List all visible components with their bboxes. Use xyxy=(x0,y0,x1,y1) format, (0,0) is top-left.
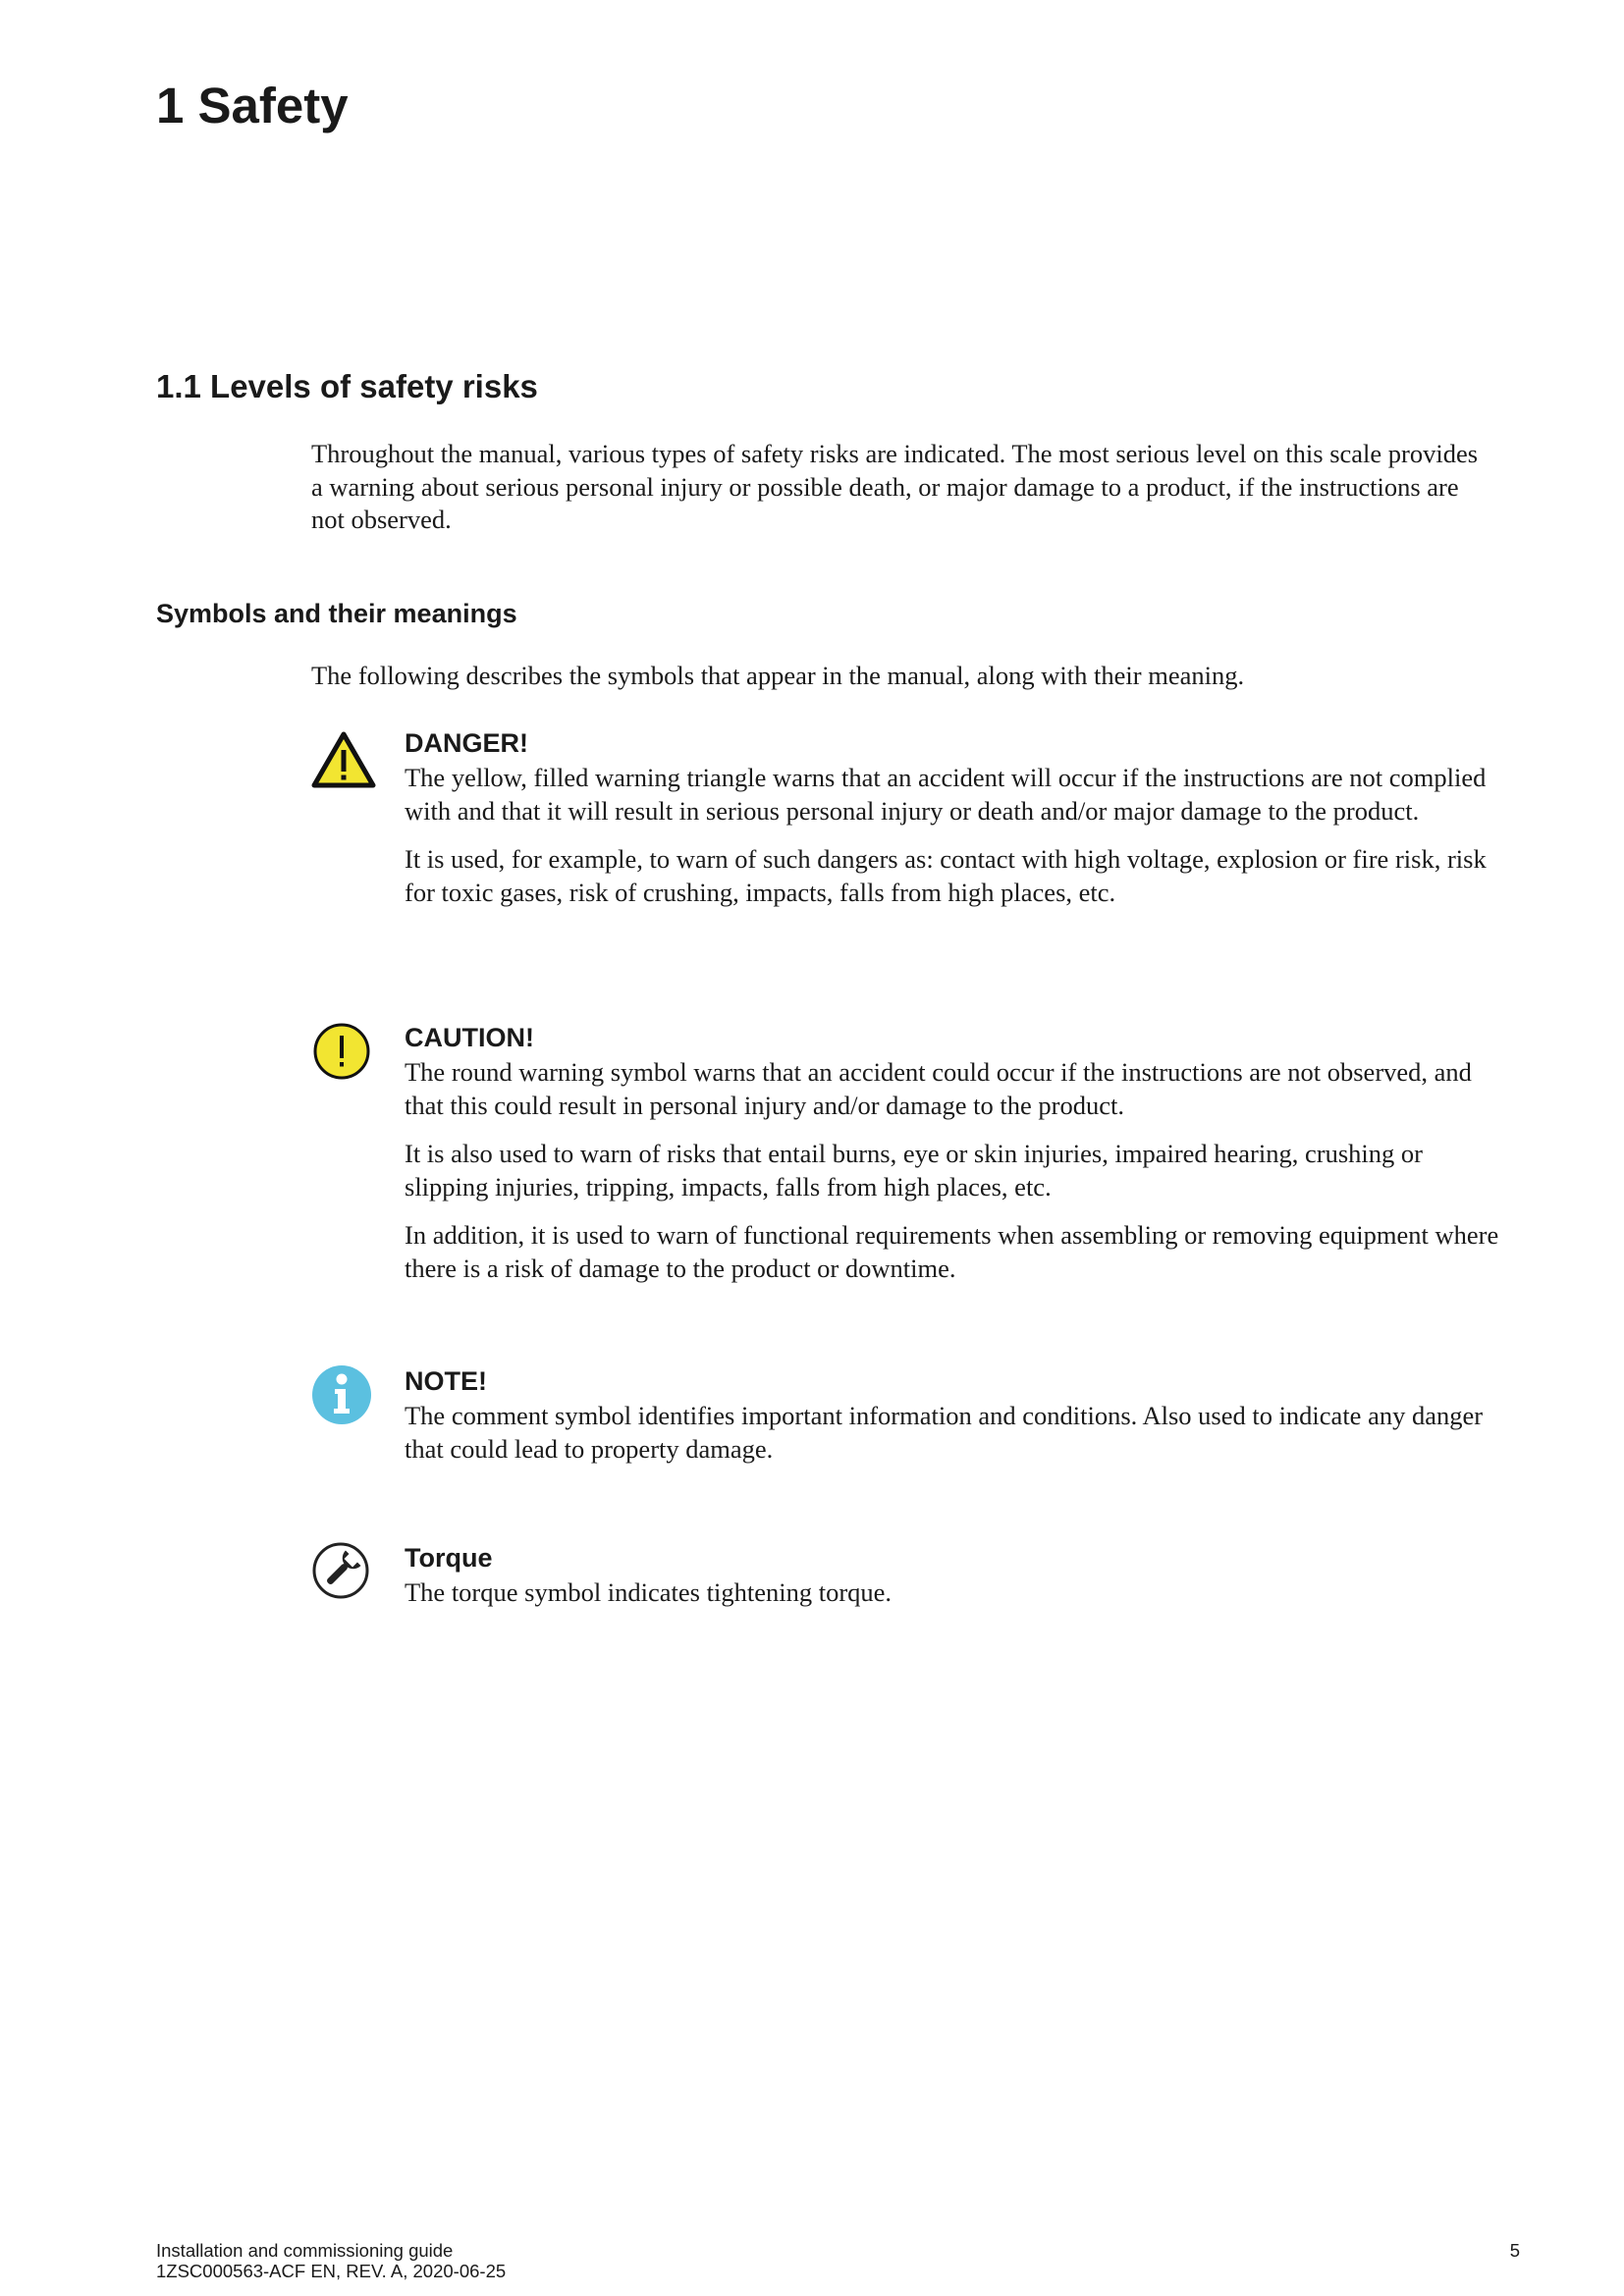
footer-document-title: Installation and commissioning guide xyxy=(156,2240,454,2261)
caution-title: CAUTION! xyxy=(405,1023,534,1052)
section-intro: Throughout the manual, various types of safety risks are indicated. The most serious level on this scale provides a warning about serious personal injury or possible death, or major damage to a product, if the instructions are not observed. xyxy=(311,439,1479,534)
warning-triangle-icon xyxy=(311,730,376,794)
torque-title: Torque xyxy=(405,1543,493,1573)
danger-title: DANGER! xyxy=(405,728,528,758)
caution-paragraph-3: In addition, it is used to warn of functional requirements when assembling or removing equipment where there is a risk of damage to the product or downtime. xyxy=(405,1220,1499,1283)
page-footer xyxy=(156,2240,506,2281)
footer-document-id: 1ZSC000563-ACF EN, REV. A, 2020-06-25 xyxy=(156,2261,507,2281)
subsection-title: Symbols and their meanings xyxy=(156,599,517,628)
wrench-icon xyxy=(311,1541,370,1605)
torque-paragraph-1: The torque symbol indicates tightening torque. xyxy=(405,1577,893,1607)
chapter-title: 1 Safety xyxy=(156,78,349,133)
caution-paragraph-2: It is also used to warn of risks that entail burns, eye or skin injuries, impaired hearing, crushing or slipping injuries, tripping, impacts, falls from high places, etc. xyxy=(405,1139,1423,1201)
info-icon xyxy=(311,1364,372,1430)
section-title: 1.1 Levels of safety risks xyxy=(156,368,538,404)
note-paragraph-1: The comment symbol identifies important information and conditions. Also used to indicate any danger that could lead to property damage. xyxy=(405,1401,1484,1464)
danger-paragraph-1: The yellow, filled warning triangle warns that an accident will occur if the instructions are not complied with and that it will result in serious personal injury or death and/or major damage to the product. xyxy=(405,763,1487,826)
caution-paragraph-1: The round warning symbol warns that an accident could occur if the instructions are not observed, and that this could result in personal injury and/or damage to the product. xyxy=(405,1057,1472,1120)
page-number: 5 xyxy=(1509,2240,1520,2261)
subsection-intro: The following describes the symbols that appear in the manual, along with their meaning. xyxy=(311,661,1245,690)
danger-paragraph-2: It is used, for example, to warn of such dangers as: contact with high voltage, explosion or fire risk, risk for toxic gases, risk of crushing, impacts, falls from high places, etc. xyxy=(405,844,1487,907)
note-title: NOTE! xyxy=(405,1366,487,1396)
round-warning-icon xyxy=(311,1021,372,1087)
